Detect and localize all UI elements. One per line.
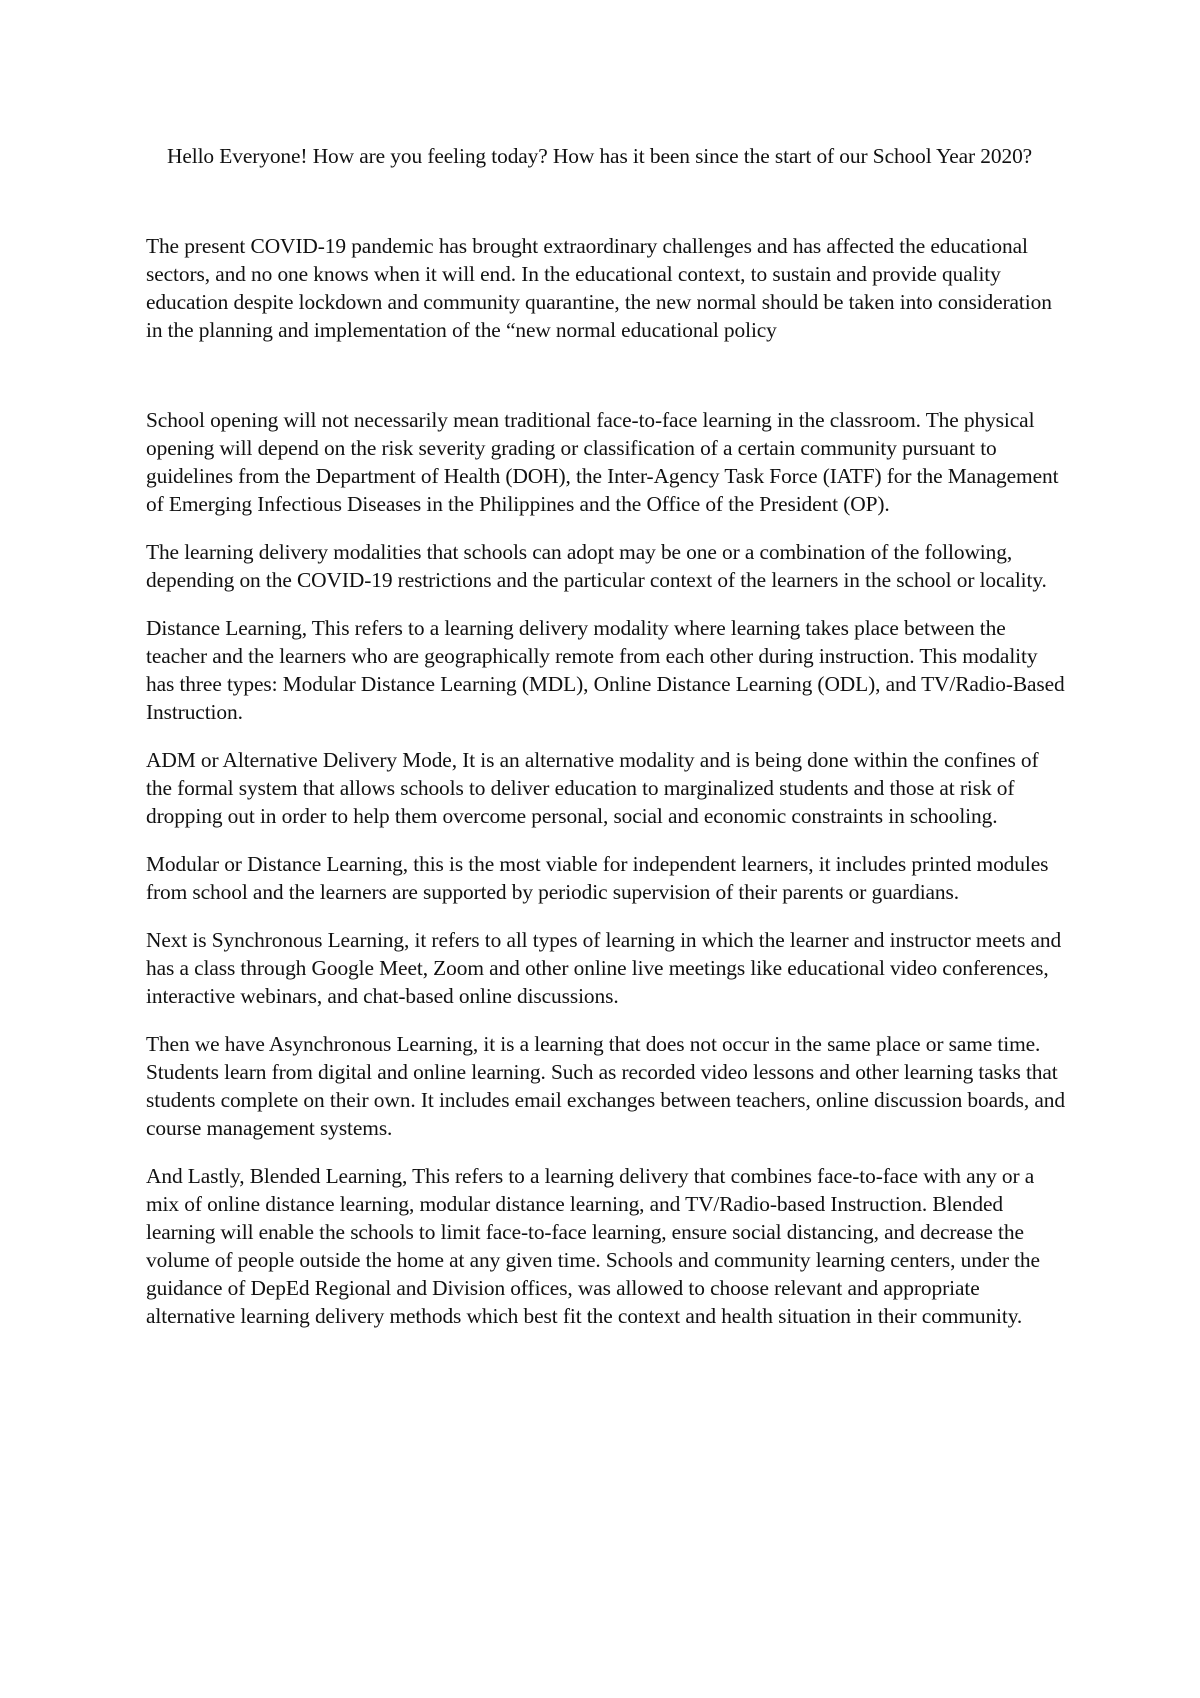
document-body [146,142,1066,1350]
paragraph-modular-learning: Modular or Distance Learning, this is the most viable for independent learners, it includes printed modules from school and the learners are supported by periodic supervision of their parents or guardians. [146,852,1049,904]
paragraph-greeting: Hello Everyone! How are you feeling today? How has it been since the start of our School Year 2020? [146,144,1033,168]
paragraph-distance-learning: Distance Learning, This refers to a learning delivery modality where learning takes place between the teacher and the learners who are geographically remote from each other during instruction. This modality has three types: Modular Distance Learning (MDL), Online Distance Learning (ODL), and TV/Radio-Based Instruction. [146,616,1065,724]
paragraph-asynchronous-learning: Then we have Asynchronous Learning, it is a learning that does not occur in the same place or same time. Students learn from digital and online learning. Such as recorded video lessons and other learning tasks that students complete on their own. It includes email exchanges between teachers, online discussion boards, and course management systems. [146,1032,1065,1140]
paragraph-learning-modalities: The learning delivery modalities that schools can adopt may be one or a combination of the following, depending on the COVID-19 restrictions and the particular context of the learners in the school or locality. [146,540,1047,592]
paragraph-synchronous-learning: Next is Synchronous Learning, it refers to all types of learning in which the learner and instructor meets and has a class through Google Meet, Zoom and other online live meetings like educational video conferences, interactive webinars, and chat-based online discussions. [146,928,1062,1008]
paragraph-covid-context: The present COVID-19 pandemic has brought extraordinary challenges and has affected the educational sectors, and no one knows when it will end. In the educational context, to sustain and provide quality education despite lockdown and community quarantine, the new normal should be taken into consideration in the planning and implementation of the “new normal educational policy [146,234,1052,342]
paragraph-adm: ADM or Alternative Delivery Mode, It is an alternative modality and is being done within the confines of the formal system that allows schools to deliver education to marginalized students and those at risk of dropping out in order to help them overcome personal, social and economic constraints in schooling. [146,748,1039,828]
paragraph-school-opening: School opening will not necessarily mean traditional face-to-face learning in the classroom. The physical opening will depend on the risk severity grading or classification of a certain community pursuant to guidelines from the Department of Health (DOH), the Inter-Agency Task Force (IATF) for the Management of Emerging Infectious Diseases in the Philippines and the Office of the President (OP). [146,408,1059,516]
paragraph-blended-learning: And Lastly, Blended Learning, This refers to a learning delivery that combines face-to-face with any or a mix of online distance learning, modular distance learning, and TV/Radio-based Instruction. Blended learning will enable the schools to limit face-to-face learning, ensure social distancing, and decrease the volume of people outside the home at any given time. Schools and community learning centers, under the guidance of DepEd Regional and Division offices, was allowed to choose relevant and appropriate alternative learning delivery methods which best fit the context and health situation in their community. [146,1164,1040,1328]
